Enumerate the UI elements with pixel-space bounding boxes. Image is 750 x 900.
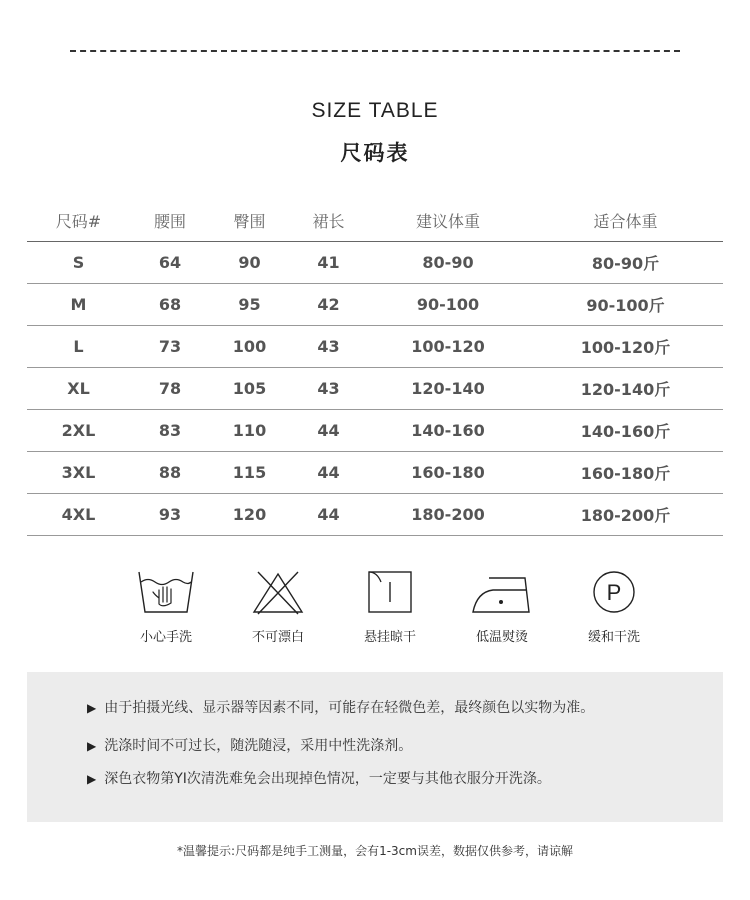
cell-waist: 83 [130,410,210,452]
cell-waist: 78 [130,368,210,410]
care-item-low-iron [446,568,558,645]
column-header-hip: 臀围 [210,199,289,242]
footer-note: *温馨提示:尺码都是纯手工测量，会有1-3cm误差，数据仅供参考，请谅解 [177,844,573,858]
cell-size: 3XL [27,452,130,494]
column-header-fit-weight: 适合体重 [528,199,723,242]
cell-size: 2XL [27,410,130,452]
low-iron-icon [467,568,537,616]
cell-waist: 73 [130,326,210,368]
hand-wash-icon [135,568,197,616]
cell-fit-weight: 100-120斤 [528,326,723,368]
column-header-waist: 腰围 [130,199,210,242]
cell-skirt-length: 43 [289,326,368,368]
cell-fit-weight: 180-200斤 [528,494,723,536]
cell-suggested-weight: 90-100 [368,284,528,326]
column-header-suggested-weight: 建议体重 [368,199,528,242]
cell-skirt-length: 41 [289,242,368,284]
note-item [87,735,412,755]
note-text: 深色衣物第YI次清洗难免会出现掉色情况，一定要与其他衣服分开洗涤。 [104,771,551,787]
cell-suggested-weight: 160-180 [368,452,528,494]
care-label-dry-clean: 缓和干洗 [587,630,640,645]
cell-fit-weight: 140-160斤 [528,410,723,452]
note-item [87,697,594,717]
cell-suggested-weight: 80-90 [368,242,528,284]
notes-panel [27,672,723,822]
bullet-arrow-icon: ▶ [87,772,97,786]
cell-size: XL [27,368,130,410]
cell-hip: 105 [210,368,289,410]
cell-size: L [27,326,130,368]
cell-suggested-weight: 140-160 [368,410,528,452]
cell-hip: 110 [210,410,289,452]
page-title-cn: 尺码表 [340,141,410,165]
care-item-hand-wash [110,568,222,645]
cell-skirt-length: 44 [289,494,368,536]
cell-waist: 64 [130,242,210,284]
cell-size: 4XL [27,494,130,536]
bullet-arrow-icon: ▶ [87,701,97,715]
column-header-skirt-length: 裙长 [289,199,368,242]
bullet-arrow-icon: ▶ [87,739,97,753]
cell-fit-weight: 90-100斤 [528,284,723,326]
table-row [27,368,723,410]
table-row [27,452,723,494]
page-title-en: SIZE TABLE [311,99,439,122]
cell-skirt-length: 43 [289,368,368,410]
table-row [27,326,723,368]
table-row [27,242,723,284]
cell-waist: 88 [130,452,210,494]
cell-suggested-weight: 100-120 [368,326,528,368]
no-bleach-icon [247,568,309,616]
table-header-row [27,199,723,242]
cell-skirt-length: 44 [289,410,368,452]
dashed-divider [70,50,680,52]
cell-hip: 95 [210,284,289,326]
care-label-low-iron: 低温熨烫 [475,630,528,645]
dry-clean-p-icon [583,568,645,616]
cell-skirt-length: 42 [289,284,368,326]
cell-size: M [27,284,130,326]
cell-suggested-weight: 180-200 [368,494,528,536]
care-item-dry-clean [558,568,670,645]
dry-clean-symbol: P [606,580,622,605]
cell-hip: 120 [210,494,289,536]
cell-waist: 68 [130,284,210,326]
cell-hip: 115 [210,452,289,494]
table-row [27,284,723,326]
cell-suggested-weight: 120-140 [368,368,528,410]
care-label-no-bleach: 不可漂白 [251,630,304,645]
cell-fit-weight: 160-180斤 [528,452,723,494]
cell-skirt-length: 44 [289,452,368,494]
cell-size: S [27,242,130,284]
care-label-hang-dry: 悬挂晾干 [363,630,416,645]
cell-waist: 93 [130,494,210,536]
cell-fit-weight: 120-140斤 [528,368,723,410]
care-label-hand-wash: 小心手洗 [139,630,192,645]
care-item-no-bleach [222,568,334,645]
cell-fit-weight: 80-90斤 [528,242,723,284]
cell-hip: 100 [210,326,289,368]
note-item [87,768,551,788]
cell-hip: 90 [210,242,289,284]
hang-dry-icon [359,568,421,616]
note-text: 洗涤时间不可过长，随洗随浸，采用中性洗涤剂。 [104,738,413,754]
table-row [27,410,723,452]
note-text: 由于拍摄光线、显示器等因素不同，可能存在轻微色差，最终颜色以实物为准。 [104,700,595,716]
table-row [27,494,723,536]
care-item-hang-dry [334,568,446,645]
care-instructions [110,568,670,648]
size-table [27,199,723,536]
column-header-size: 尺码# [27,199,130,242]
